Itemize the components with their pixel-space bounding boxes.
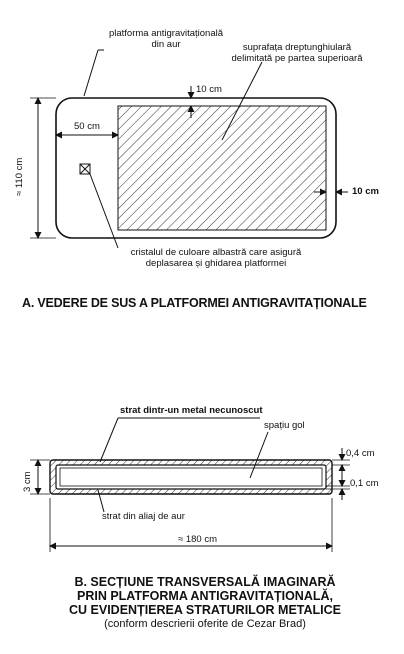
dim-3cm xyxy=(30,460,50,494)
label-void: spațiu gol xyxy=(264,420,305,431)
title-b-line-3: CU EVIDENȚIEREA STRATURILOR METALICE xyxy=(69,603,341,617)
dim-right-label: 10 cm xyxy=(352,186,379,197)
title-b-line-4: (conform descrierii oferite de Cezar Brad) xyxy=(104,618,306,630)
dim-110cm xyxy=(30,98,56,238)
platform-leader xyxy=(84,50,98,96)
label-surface: suprafața dreptunghiulară delimitată pe partea superioară xyxy=(231,42,363,64)
dim-outer-layer-label: 0,4 cm xyxy=(346,448,375,459)
title-view-a: A. VEDERE DE SUS A PLATFORMEI ANTIGRAVITAȚIONALE xyxy=(22,296,367,310)
dim-thickness-label: 3 cm xyxy=(22,471,33,492)
title-section-b xyxy=(30,575,380,631)
label-platform: platforma antigravitațională din aur xyxy=(108,28,224,50)
dim-50cm-label: 50 cm xyxy=(74,121,100,132)
crystal-leader xyxy=(90,174,118,248)
platform-top-view xyxy=(56,98,336,238)
label-crystal: cristalul de culoare albastră care asigură deplasarea și ghidarea platformei xyxy=(130,247,302,269)
metal-leader xyxy=(100,418,118,462)
dim-inner-layer-label: 0,1 cm xyxy=(350,478,379,489)
title-b-line-1: B. SECȚIUNE TRANSVERSALĂ IMAGINARĂ xyxy=(74,575,336,589)
dim-length-label: ≈ 180 cm xyxy=(178,534,218,545)
label-metal: strat dintr-un metal necunoscut xyxy=(120,405,263,416)
cross-section xyxy=(50,460,332,494)
title-b-line-2: PRIN PLATFORMA ANTIGRAVITAȚIONALĂ, xyxy=(77,589,333,603)
dim-top-label: 10 cm xyxy=(196,84,222,95)
label-gold: strat din aliaj de aur xyxy=(102,511,185,522)
dim-height-label: ≈ 110 cm xyxy=(14,157,25,196)
hatched-surface xyxy=(118,106,326,230)
void-space xyxy=(60,468,322,486)
